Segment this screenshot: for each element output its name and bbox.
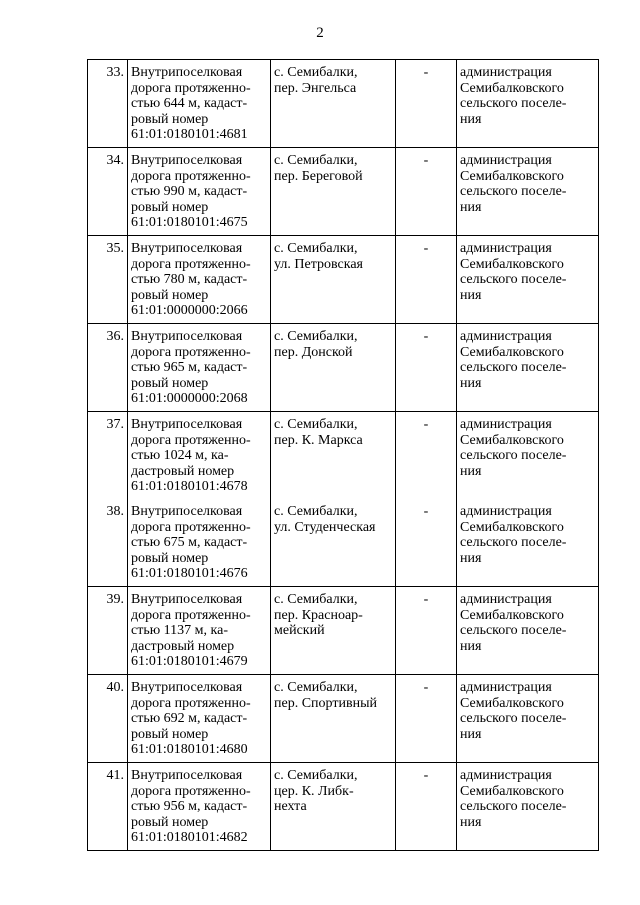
address-line: с. Семибалки, — [274, 329, 358, 344]
object-line: 61:01:0180101:4680 — [131, 742, 248, 757]
owner-line: Семибалковского — [460, 80, 564, 96]
object-line: дорога протяженно- — [131, 432, 251, 448]
row-number: 38. — [88, 499, 128, 587]
object-line: дорога протяженно- — [131, 695, 251, 711]
object-line: ровый номер — [131, 550, 209, 566]
object-line: 61:01:0180101:4675 — [131, 215, 248, 230]
object-line: дастровый номер — [131, 463, 235, 479]
object-address — [271, 60, 396, 148]
owner-line: Семибалковского — [460, 344, 564, 360]
table-row — [88, 236, 599, 324]
object-line: Внутрипоселковая — [131, 504, 243, 519]
extra-info: - — [396, 763, 457, 851]
owner-line: ния — [460, 550, 482, 566]
object-description — [128, 763, 271, 851]
object-line: Внутрипоселковая — [131, 768, 243, 783]
row-number: 35. — [88, 236, 128, 324]
row-number: 33. — [88, 60, 128, 148]
address-line: пер. Спортивный — [274, 695, 377, 711]
object-line: стью 644 м, кадаст- — [131, 96, 248, 111]
address-line: с. Семибалки, — [274, 592, 358, 607]
owner-organization — [457, 675, 599, 763]
object-description — [128, 412, 271, 500]
owner-organization — [457, 412, 599, 500]
table-row — [88, 587, 599, 675]
owner-line: администрация — [460, 768, 552, 783]
object-line: Внутрипоселковая — [131, 680, 243, 695]
object-line: стью 1024 м, ка- — [131, 448, 229, 463]
owner-organization — [457, 148, 599, 236]
object-line: ровый номер — [131, 199, 209, 215]
extra-info: - — [396, 324, 457, 412]
object-line: Внутрипоселковая — [131, 153, 243, 168]
owner-line: Семибалковского — [460, 783, 564, 799]
object-description — [128, 236, 271, 324]
address-line: с. Семибалки, — [274, 417, 358, 432]
object-description — [128, 587, 271, 675]
object-line: стью 965 м, кадаст- — [131, 360, 248, 375]
object-line: 61:01:0180101:4676 — [131, 566, 248, 581]
object-line: стью 990 м, кадаст- — [131, 184, 248, 199]
object-line: 61:01:0180101:4678 — [131, 479, 248, 494]
owner-line: сельского поселе- — [460, 184, 567, 199]
address-line: с. Семибалки, — [274, 241, 358, 256]
table-row — [88, 148, 599, 236]
extra-info: - — [396, 412, 457, 500]
object-line: дорога протяженно- — [131, 783, 251, 799]
address-line: пер. Донской — [274, 344, 353, 360]
owner-line: ния — [460, 726, 482, 742]
owner-line: сельского поселе- — [460, 623, 567, 638]
object-address — [271, 587, 396, 675]
object-line: Внутрипоселковая — [131, 592, 243, 607]
owner-line: ния — [460, 287, 482, 303]
object-line: дорога протяженно- — [131, 80, 251, 96]
owner-line: сельского поселе- — [460, 96, 567, 111]
object-line: Внутрипоселковая — [131, 329, 243, 344]
object-line: стью 956 м, кадаст- — [131, 799, 248, 814]
extra-info: - — [396, 675, 457, 763]
object-description — [128, 499, 271, 587]
owner-line: сельского поселе- — [460, 711, 567, 726]
table-row — [88, 412, 599, 500]
object-line: стью 1137 м, ка- — [131, 623, 228, 638]
extra-info: - — [396, 60, 457, 148]
address-line: нехта — [274, 799, 307, 814]
object-line: ровый номер — [131, 287, 209, 303]
object-line: ровый номер — [131, 726, 209, 742]
object-line: стью 780 м, кадаст- — [131, 272, 248, 287]
object-line: ровый номер — [131, 111, 209, 127]
object-description — [128, 324, 271, 412]
owner-line: сельского поселе- — [460, 360, 567, 375]
extra-info: - — [396, 148, 457, 236]
owner-line: администрация — [460, 241, 552, 256]
owner-organization — [457, 236, 599, 324]
object-line: 61:01:0180101:4679 — [131, 654, 248, 669]
owner-organization — [457, 60, 599, 148]
object-address — [271, 148, 396, 236]
owner-line: Семибалковского — [460, 519, 564, 535]
address-line: цер. К. Либк- — [274, 783, 354, 799]
extra-info: - — [396, 236, 457, 324]
address-line: пер. Береговой — [274, 168, 363, 184]
address-line: мейский — [274, 623, 325, 638]
object-line: 61:01:0000000:2068 — [131, 391, 248, 406]
address-line: с. Семибалки, — [274, 504, 358, 519]
object-address — [271, 499, 396, 587]
object-description — [128, 60, 271, 148]
address-line: с. Семибалки, — [274, 768, 358, 783]
object-address — [271, 675, 396, 763]
owner-line: Семибалковского — [460, 607, 564, 623]
road-registry-table — [87, 59, 599, 851]
address-line: с. Семибалки, — [274, 65, 358, 80]
owner-line: администрация — [460, 65, 552, 80]
owner-line: администрация — [460, 592, 552, 607]
row-number: 40. — [88, 675, 128, 763]
owner-line: ния — [460, 199, 482, 215]
owner-line: сельского поселе- — [460, 272, 567, 287]
table-row — [88, 324, 599, 412]
address-line: ул. Петровская — [274, 256, 363, 272]
owner-organization — [457, 587, 599, 675]
owner-line: Семибалковского — [460, 695, 564, 711]
owner-organization — [457, 763, 599, 851]
address-line: пер. Энгельса — [274, 80, 357, 96]
extra-info: - — [396, 499, 457, 587]
extra-info: - — [396, 587, 457, 675]
table-body — [88, 60, 599, 851]
address-line: с. Семибалки, — [274, 680, 358, 695]
object-description — [128, 148, 271, 236]
object-line: ровый номер — [131, 814, 209, 830]
owner-line: ния — [460, 111, 482, 127]
owner-line: администрация — [460, 329, 552, 344]
address-line: ул. Студенческая — [274, 519, 376, 535]
object-address — [271, 763, 396, 851]
owner-organization — [457, 499, 599, 587]
owner-line: Семибалковского — [460, 256, 564, 272]
object-address — [271, 412, 396, 500]
row-number: 34. — [88, 148, 128, 236]
owner-line: ния — [460, 638, 482, 654]
object-line: 61:01:0000000:2066 — [131, 303, 248, 318]
object-line: стью 692 м, кадаст- — [131, 711, 248, 726]
owner-line: администрация — [460, 680, 552, 695]
object-line: Внутрипоселковая — [131, 241, 243, 256]
owner-line: Семибалковского — [460, 168, 564, 184]
owner-line: ния — [460, 463, 482, 479]
object-line: Внутрипоселковая — [131, 65, 243, 80]
object-line: дорога протяженно- — [131, 519, 251, 535]
address-line: с. Семибалки, — [274, 153, 358, 168]
object-line: стью 675 м, кадаст- — [131, 535, 248, 550]
owner-line: ния — [460, 814, 482, 830]
owner-line: Семибалковского — [460, 432, 564, 448]
owner-line: администрация — [460, 153, 552, 168]
object-line: ровый номер — [131, 375, 209, 391]
owner-organization — [457, 324, 599, 412]
owner-line: администрация — [460, 504, 552, 519]
object-line: дорога протяженно- — [131, 256, 251, 272]
object-description — [128, 675, 271, 763]
row-number: 37. — [88, 412, 128, 500]
table-row — [88, 675, 599, 763]
object-line: дорога протяженно- — [131, 344, 251, 360]
owner-line: сельского поселе- — [460, 448, 567, 463]
owner-line: ния — [460, 375, 482, 391]
object-line: дорога протяженно- — [131, 607, 251, 623]
owner-line: администрация — [460, 417, 552, 432]
object-line: Внутрипоселковая — [131, 417, 243, 432]
address-line: пер. К. Маркса — [274, 432, 363, 448]
table-row — [88, 763, 599, 851]
object-address — [271, 324, 396, 412]
object-line: 61:01:0180101:4682 — [131, 830, 248, 845]
object-line: 61:01:0180101:4681 — [131, 127, 248, 142]
object-address — [271, 236, 396, 324]
object-line: дастровый номер — [131, 638, 235, 654]
table-row — [88, 60, 599, 148]
address-line: пер. Красноар- — [274, 607, 363, 623]
object-line: дорога протяженно- — [131, 168, 251, 184]
row-number: 41. — [88, 763, 128, 851]
table-row — [88, 499, 599, 587]
page-number: 2 — [316, 25, 324, 41]
owner-line: сельского поселе- — [460, 799, 567, 814]
owner-line: сельского поселе- — [460, 535, 567, 550]
row-number: 39. — [88, 587, 128, 675]
row-number: 36. — [88, 324, 128, 412]
